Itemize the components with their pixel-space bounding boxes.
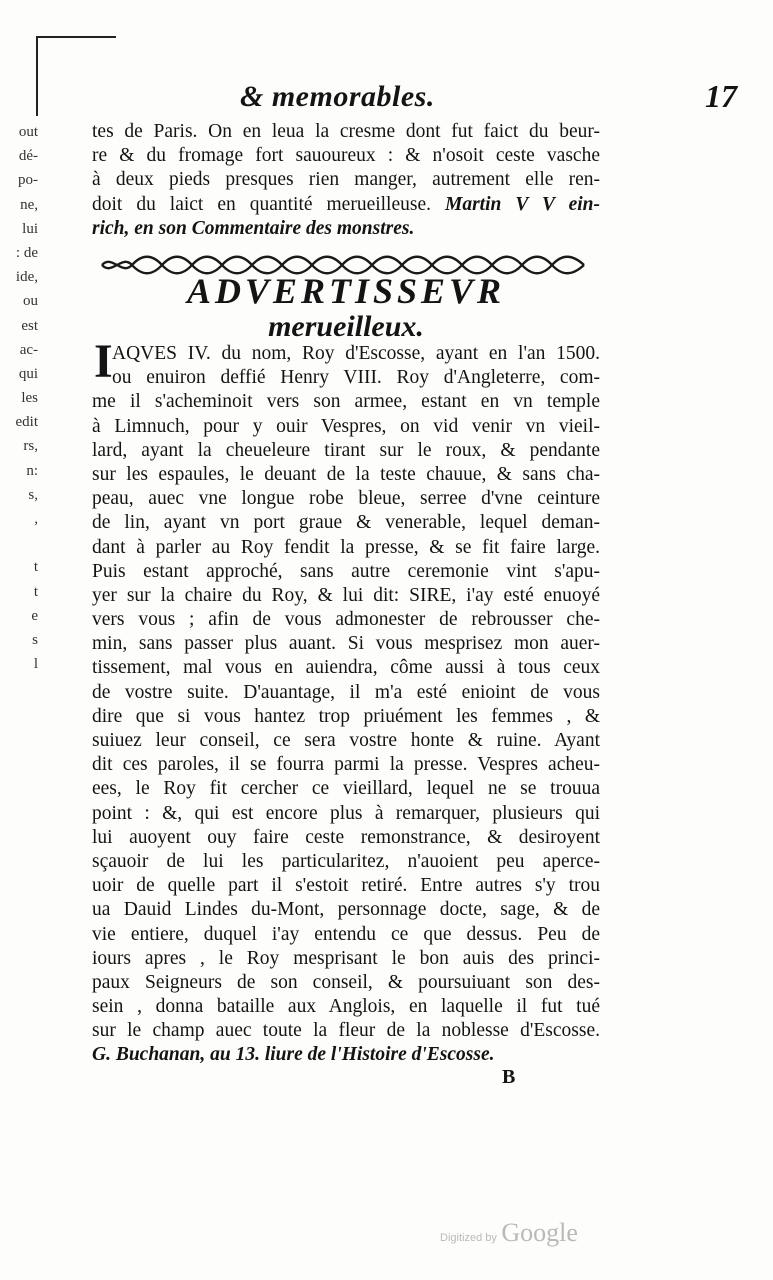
text-line: à deux pieds presques rien manger, autrement elle ren- xyxy=(92,169,600,191)
text-line: tissement, mal vous en auiendra, côme aussi à tous ceux xyxy=(92,657,600,679)
bleed-fragment: n: xyxy=(26,462,38,479)
running-head: & memorables. xyxy=(240,80,435,113)
citation-line: rich, en son Commentaire des monstres. xyxy=(92,217,415,239)
text-line: lard, ayant la cheueleure tirant sur le roux, & pendante xyxy=(92,439,600,461)
bleed-fragment: t xyxy=(33,559,38,576)
bleed-fragment: , xyxy=(34,511,38,527)
text-line: ua Dauid Lindes du-Mont, personnage docte, sage, & de xyxy=(92,899,600,921)
page-corner-rule-top xyxy=(36,36,116,38)
text-line: sein , donna bataille aux Anglois, en laquelle il fut tué xyxy=(92,996,600,1018)
bleed-fragment: s xyxy=(32,631,38,648)
bleed-fragment: t xyxy=(33,583,38,600)
bleed-fragment: est xyxy=(21,317,38,334)
text-line: uoir de quelle part il s'estoit retiré. Entre autres s'y trou xyxy=(92,875,600,897)
text-line: dire que si vous hantez trop priuément les femmes , & xyxy=(92,705,600,727)
bleed-fragment: e xyxy=(31,607,38,624)
bleed-fragment: les xyxy=(21,390,38,407)
text-line: AQVES IV. du nom, Roy d'Escosse, ayant en l'an 1500. xyxy=(112,343,600,364)
bleed-fragment: : de xyxy=(15,244,38,261)
text-line: lui auoyent ouy faire ceste remonstrance, & desiroyent xyxy=(92,826,600,848)
page-number: 17 xyxy=(705,78,737,114)
citation-line: G. Buchanan, au 13. liure de l'Histoire d'Escosse. xyxy=(92,1044,495,1066)
text-line: suiuez leur conseil, ce sera vostre honte & ruine. Ayant xyxy=(92,730,600,751)
text-line: dit ces paroles, il se fourra parmi la presse. Vespres acheu- xyxy=(92,754,600,776)
drop-cap: I xyxy=(94,335,113,388)
text-line: Puis estant approché, sans autre ceremonie vint s'apu- xyxy=(92,560,600,582)
page-corner-rule-left xyxy=(36,36,38,116)
bleed-fragment: rs, xyxy=(23,438,38,455)
text-line: à Limnuch, pour y ouir Vespres, on vid venir vn vieil- xyxy=(92,415,600,437)
text-line: re & du fromage fort sauoureux : & n'osoit ceste vasche xyxy=(92,145,600,167)
text-line: sçauoir de lui les particularitez, n'auoient peu aperce- xyxy=(92,850,600,872)
bleed-fragment: ide, xyxy=(15,269,38,286)
bleed-fragment: ou xyxy=(23,293,38,310)
text-line-roman: doit du laict en quantité merueilleuse. xyxy=(92,193,432,215)
bleed-fragment: dé- xyxy=(18,148,38,165)
google-logo: Google xyxy=(501,1218,578,1247)
citation-author: Martin V V ein- xyxy=(445,193,600,215)
text-line: me il s'acheminoit vers son armee, estant en vn temple xyxy=(92,391,600,413)
bleed-fragment: l xyxy=(33,656,38,673)
text-line: peau, auec vne longue robe bleue, serree d'vne ceinture xyxy=(92,488,600,510)
bleed-fragment: edit xyxy=(15,414,38,431)
watermark-small: Digitized by xyxy=(440,1232,497,1244)
text-line: sur les espaules, le deuant de la teste chauue, & sans cha- xyxy=(92,463,600,485)
text-line: de lin, ayant vn port graue & venerable, lequel deman- xyxy=(92,512,600,534)
text-line: ees, le Roy fit cercher ce vieillard, lequel ne se trouua xyxy=(92,778,600,800)
facing-page-bleed xyxy=(0,120,38,676)
bleed-fragment: s, xyxy=(28,486,38,503)
text-line: sur le champ auec toute la fleur de la noblesse d'Escosse. xyxy=(92,1020,600,1042)
bleed-fragment: po- xyxy=(18,172,38,189)
catchword: B xyxy=(502,1066,516,1088)
section-title: ADVERTISSEVR xyxy=(186,271,506,311)
text-line: point : &, qui est encore plus à remarquer, plusieurs qui xyxy=(92,802,600,824)
main-paragraph xyxy=(92,342,600,1068)
text-line xyxy=(92,193,600,217)
bleed-fragment: ne, xyxy=(20,196,38,213)
text-line: de vostre suite. D'auantage, il m'a esté enioint de vous xyxy=(92,681,600,703)
text-line: tes de Paris. On en leua la cresme dont fut faict du beur- xyxy=(92,121,600,142)
text-line: vie entiere, duquel i'ay entendu ce que dessus. Peu de xyxy=(92,923,600,945)
text-line: dant à parler au Roy fendit la presse, & se fit faire large. xyxy=(92,536,600,558)
bleed-fragment: lui xyxy=(22,220,38,237)
text-line: iours apres , le Roy mesprisant le bon auis des princi- xyxy=(92,947,600,969)
bleed-fragment: ac- xyxy=(19,341,38,358)
text-line: vers vous ; afin de vous admonester de rebrousser che- xyxy=(92,609,600,631)
section-subtitle: merueilleux. xyxy=(268,310,424,343)
bleed-fragment xyxy=(0,531,38,555)
digitized-watermark xyxy=(440,1218,578,1248)
text-line: yer sur la chaire du Roy, & lui dit: SIRE, i'ay esté enuoyé xyxy=(92,584,600,606)
bleed-fragment: out xyxy=(18,124,38,140)
text-line: ou enuiron deffié Henry VIII. Roy d'Angleterre, com- xyxy=(112,367,600,389)
top-paragraph xyxy=(92,120,600,241)
text-line: paux Seigneurs de son conseil, & poursuiuant son des- xyxy=(92,971,600,993)
bleed-fragment: qui xyxy=(18,365,38,382)
text-line: min, sans passer plus auant. Si vous mesprisez mon auer- xyxy=(92,633,600,655)
